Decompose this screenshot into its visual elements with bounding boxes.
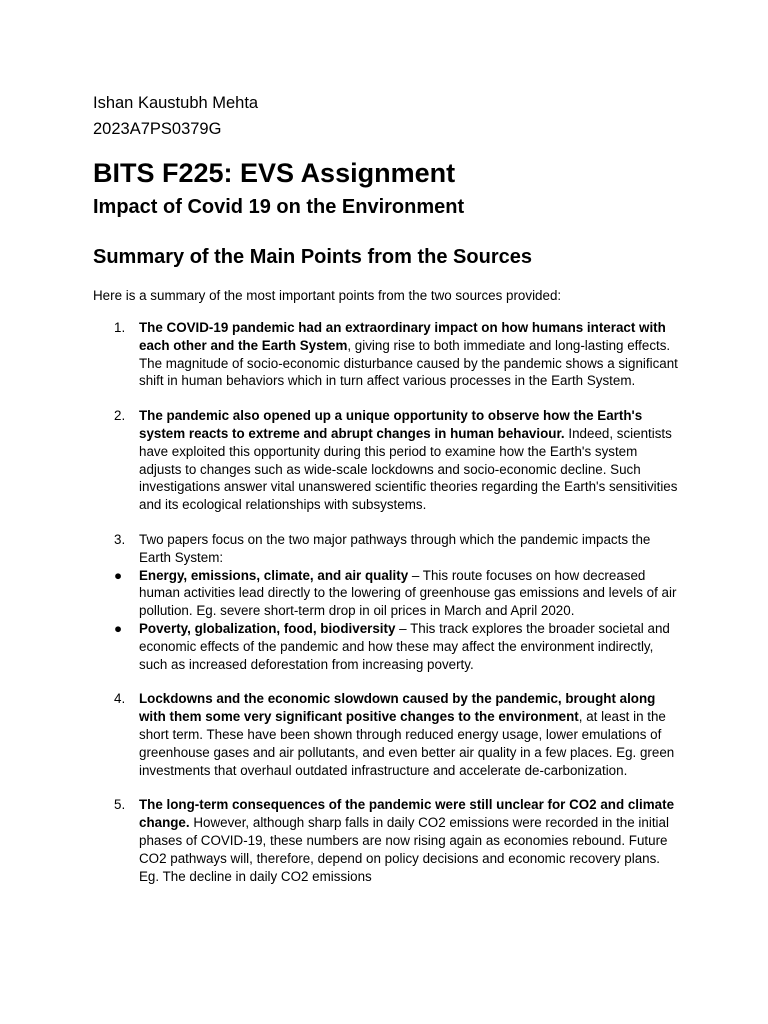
list-marker: 4. bbox=[114, 691, 126, 707]
author-name: Ishan Kaustubh Mehta bbox=[93, 94, 259, 112]
point-text: – This track explores the broader societal and economic effects of the pandemic and how these may affect the environment indirectly, such as increased deforestation from increasing poverty. bbox=[139, 620, 670, 672]
point-bold-text: Poverty, globalization, food, biodiversity bbox=[139, 620, 396, 636]
intro-paragraph: Here is a summary of the most important points from the two sources provided: bbox=[93, 288, 562, 303]
bullet-icon: ● bbox=[114, 567, 123, 583]
point-text: , at least in the short term. These have been shown through reduced energy usage, lower emulations of greenhouse gases and air pollutants, and even better air quality in a few places. Eg. green investments that overhaul outdated infrastructure and accelerate de-carbonization. bbox=[139, 709, 675, 778]
point-text: Indeed, scientists have exploited this opportunity during this period to examine how the Earth's system adjusts to changes such as wide-scale lockdowns and socio-economic decline. Such investigations answer vital unanswered scientific theories regarding the Earth's sensitivities and its ecological relationships with subsystems. bbox=[139, 425, 678, 513]
section-heading: Summary of the Main Points from the Sources bbox=[93, 246, 532, 268]
list-marker: 2. bbox=[114, 408, 126, 424]
list-marker: 5. bbox=[114, 797, 126, 813]
list-marker: 1. bbox=[114, 320, 126, 335]
point-bold-text: The pandemic also opened up a unique opportunity to observe how the Earth's system reacts to extreme and abrupt changes in human behaviour. bbox=[139, 408, 643, 441]
list-marker: 3. bbox=[114, 531, 126, 547]
point-text: Two papers focus on the two major pathways through which the pandemic impacts the Earth System: bbox=[139, 531, 651, 565]
point-bold-text: The COVID-19 pandemic had an extraordinary impact on how humans interact with each other and the Earth System bbox=[139, 320, 666, 353]
point-text: However, although sharp falls in daily CO2 emissions were recorded in the initial phases of COVID-19, these numbers are now rising again as economies rebound. Future CO2 pathways will, therefore, depend on policy decisions and economic recovery plans. Eg. The decline in daily CO2 emissions bbox=[139, 815, 669, 884]
list-item bbox=[93, 690, 678, 779]
list-item bbox=[93, 531, 678, 567]
point-bold-text: Lockdowns and the economic slowdown caused by the pandemic, brought along with them some very significant positive changes to the environment bbox=[139, 691, 656, 725]
point-bold-text: The long-term consequences of the pandemic were still unclear for CO2 and climate change. bbox=[139, 797, 675, 831]
point-text: , giving rise to both immediate and long-lasting effects. The magnitude of socio-economic disturbance caused by the pandemic shows a significant shift in human behaviors which in turn affect various processes in the Earth System. bbox=[139, 337, 678, 389]
document-subtitle: Impact of Covid 19 on the Environment bbox=[93, 196, 465, 218]
author-id: 2023A7PS0379G bbox=[93, 120, 222, 138]
list-item bbox=[93, 407, 678, 514]
bullet-icon: ● bbox=[114, 620, 123, 636]
document-title: BITS F225: EVS Assignment bbox=[93, 158, 456, 188]
author-block bbox=[93, 90, 258, 142]
list-item bbox=[93, 319, 678, 390]
summary-list bbox=[93, 319, 678, 885]
point-text: – This route focuses on how decreased human activities lead directly to the lowering of greenhouse gas emissions and levels of air pollution. Eg. severe short-term drop in oil prices in March and April 2020. bbox=[139, 567, 677, 619]
bullet-item bbox=[93, 620, 678, 673]
bullet-item bbox=[93, 567, 678, 620]
point-bold-text: Energy, emissions, climate, and air quality bbox=[139, 567, 409, 583]
list-item bbox=[93, 796, 678, 885]
